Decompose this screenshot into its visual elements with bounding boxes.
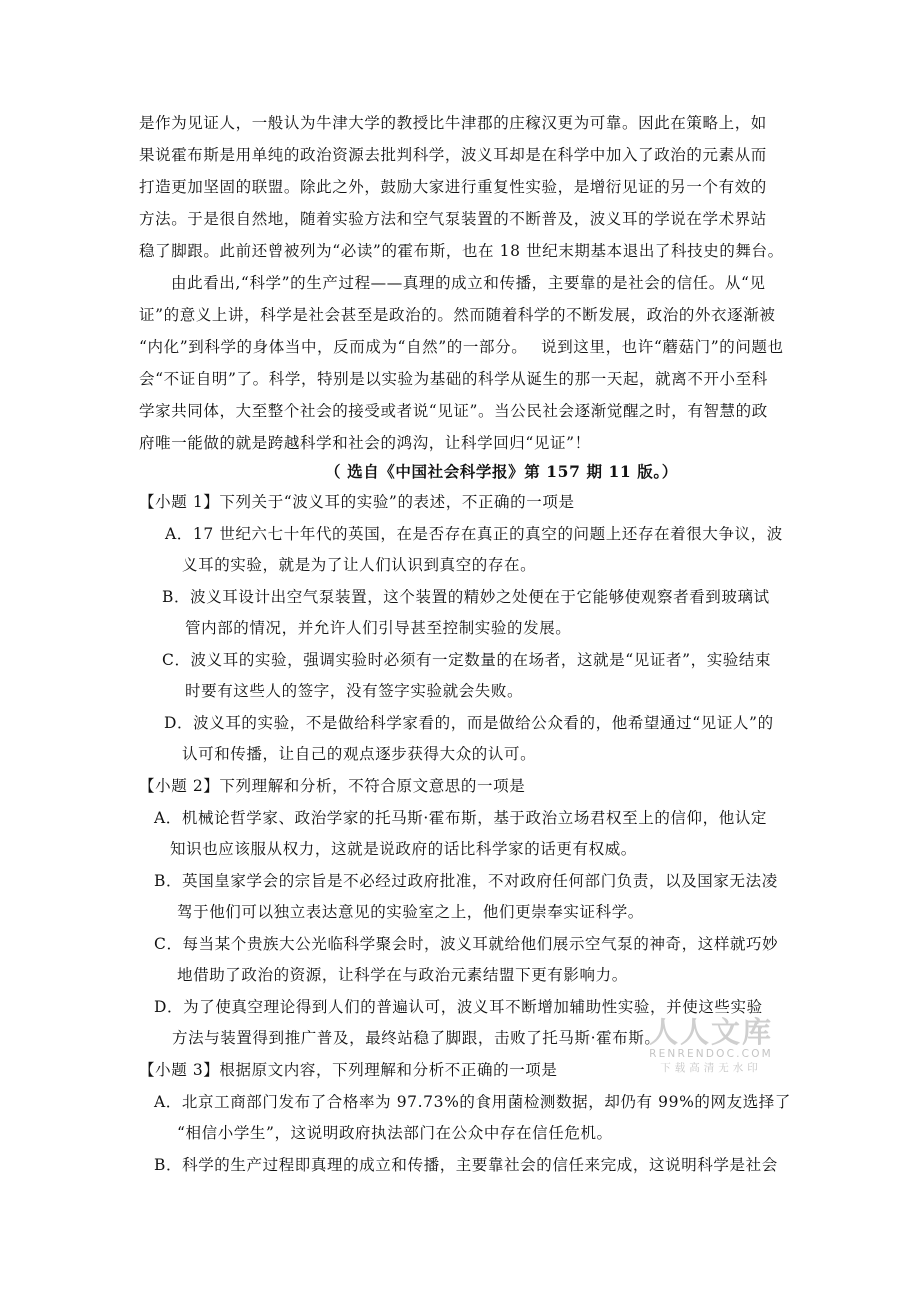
watermark-url: RENRENDOC.COM [649, 1048, 773, 1060]
q2-option-a-cont: 知识也应该服从权力，这就是说政府的话比科学家的话更有权威。 [170, 840, 637, 858]
passage-line: 证”的意义上讲，科学是社会甚至是政治的。然而随着科学的不断发展，政治的外衣逐渐被 [139, 306, 776, 324]
passage-line: 果说霍布斯是用单纯的政治资源去批判科学，波义耳却是在科学中加入了政治的元素从而 [139, 146, 767, 164]
q2-option-d-cont: 方法与装置得到推广普及，最终站稳了脚跟，击败了托马斯·霍布斯。 [172, 1029, 661, 1047]
q2-option-c-cont: 地借助了政治的资源，让科学在与政治元素结盟下更有影响力。 [177, 966, 628, 984]
passage-line: 由此看出,“科学”的生产过程——真理的成立和传播，主要靠的是社会的信任。从“见 [171, 274, 766, 292]
passage-line: 方法。于是很自然地，随着实验方法和空气泵装置的不断普及，波义耳的学说在学术界站 [139, 210, 767, 228]
passage-line: 是作为见证人，一般认为牛津大学的教授比牛津郡的庄稼汉更为可靠。因此在策略上，如 [139, 114, 767, 132]
passage-line: 府唯一能做的就是跨越科学和社会的鸿沟，让科学回归“见证”！ [139, 434, 591, 452]
passage-line: “内化”到科学的身体当中，反而成为“自然”的一部分。 说到这里，也许“蘑菇门”的问题也 [139, 338, 784, 356]
source-citation: （ 选自《中国社会科学报》第 157 期 11 版。） [325, 462, 678, 481]
question-2-stem: 【小题 2】下列理解和分析，不符合原文意思的一项是 [139, 777, 526, 795]
q3-option-a-cont: “相信小学生”，这说明政府执法部门在公众中存在信任危机。 [177, 1124, 613, 1142]
q1-option-c: C．波义耳的实验，强调实验时必须有一定数量的在场者，这就是“见证者”，实验结束 [162, 651, 772, 669]
question-3-stem: 【小题 3】根据原文内容，下列理解和分析不正确的一项是 [139, 1061, 558, 1079]
q2-option-a: A．机械论哲学家、政治学家的托马斯·霍布斯，基于政治立场君权至上的信仰，他认定 [154, 809, 768, 827]
question-1-stem: 【小题 1】下列关于“波义耳的实验”的表述，不正确的一项是 [139, 493, 575, 511]
q2-option-b: B．英国皇家学会的宗旨是不必经过政府批准，不对政府任何部门负责，以及国家无法凌 [154, 872, 778, 890]
passage-line: 稳了脚跟。此前还曾被列为“必读”的霍布斯，也在 18 世纪末期基本退出了科技史的舞台。 [139, 242, 784, 260]
q1-option-d: D．波义耳的实验，不是做给科学家看的，而是做给公众看的，他希望通过“见证人”的 [164, 714, 774, 732]
q2-option-b-cont: 驾于他们可以独立表达意见的实验室之上，他们更崇奉实证科学。 [177, 903, 644, 921]
q1-option-a: A．17 世纪六七十年代的英国，在是否存在真正的真空的问题上还存在着很大争议，波 [165, 525, 783, 543]
q3-option-b: B．科学的生产过程即真理的成立和传播，主要靠社会的信任来完成，这说明科学是社会 [154, 1156, 778, 1174]
passage-line: 会“不证自明”了。科学，特别是以实验为基础的科学从诞生的那一天起，就离不开小至科 [139, 370, 768, 388]
q1-option-b-cont: 管内部的情况，并允许人们引导甚至控制实验的发展。 [185, 619, 572, 637]
q1-option-c-cont: 时要有这些人的签字，没有签字实验就会失败。 [185, 682, 524, 700]
q1-option-a-cont: 义耳的实验，就是为了让人们认识到真空的存在。 [182, 556, 537, 574]
q2-option-d: D．为了使真空理论得到人们的普遍认可，波义耳不断增加辅助性实验，并使这些实验 [154, 998, 763, 1016]
passage-line: 打造更加坚固的联盟。除此之外，鼓励大家进行重复性实验，是增衍见证的另一个有效的 [139, 178, 767, 196]
passage-line: 学家共同体，大至整个社会的接受或者说“见证”。当公民社会逐渐觉醒之时，有智慧的政 [139, 402, 768, 420]
q3-option-a: A．北京工商部门发布了合格率为 97.73%的食用菌检测数据，却仍有 99%的网友选择了 [154, 1093, 792, 1111]
q1-option-d-cont: 认可和传播，让自己的观点逐步获得大众的认可。 [182, 745, 537, 763]
q1-option-b: B．波义耳设计出空气泵装置，这个装置的精妙之处便在于它能够使观察者看到玻璃试 [162, 588, 770, 606]
q2-option-c: C．每当某个贵族大公光临科学聚会时，波义耳就给他们展示空气泵的神奇，这样就巧妙 [154, 935, 779, 953]
watermark-logo: 人人文库 [648, 1015, 773, 1049]
watermark [646, 1016, 776, 1076]
watermark-tagline: 下载高清无水印 [660, 1062, 762, 1074]
